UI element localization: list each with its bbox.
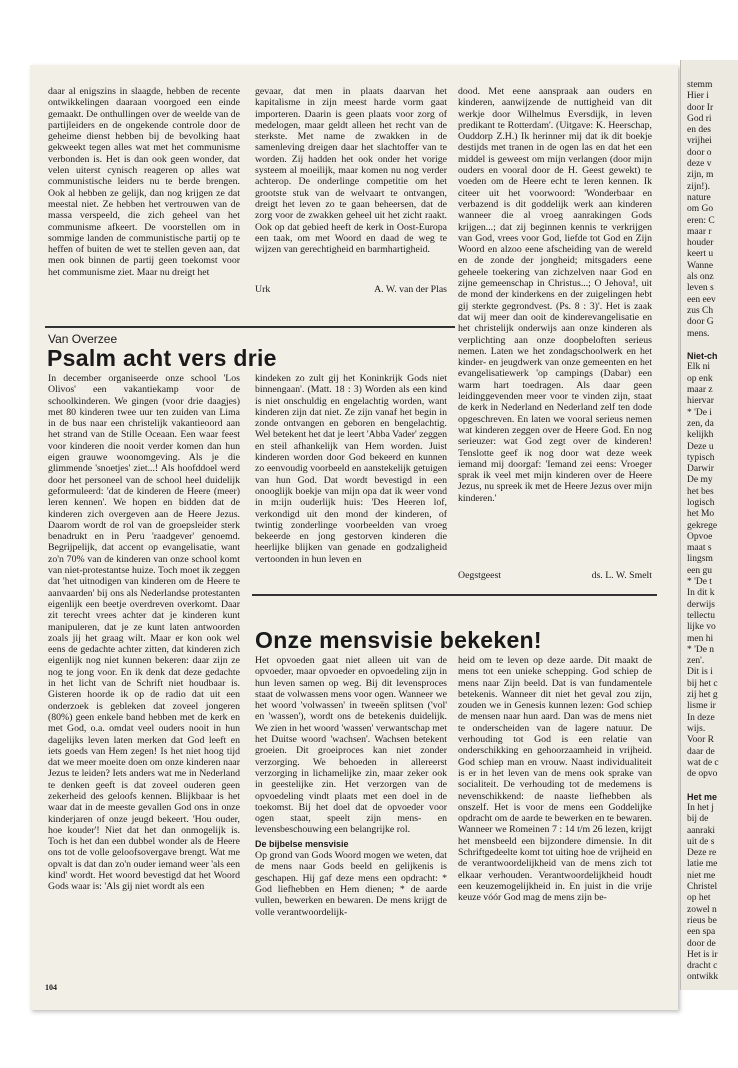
next-page-line: keert u [687, 249, 714, 260]
next-page-line: door o [687, 147, 712, 158]
top-article-signature [255, 284, 447, 295]
next-page-line: zowel n [687, 904, 717, 915]
next-page-line: zij het g [687, 690, 718, 701]
next-page-line: tellectu [687, 610, 715, 621]
next-page-line: niet me [687, 870, 716, 881]
psalm-col1 [48, 373, 240, 979]
next-page-line: ontwikk [687, 972, 719, 983]
next-page-line: als onz [687, 272, 714, 283]
next-page-line: gekrege [687, 520, 718, 531]
top-article-col2 [255, 86, 447, 256]
next-page-line: zijn, m [687, 170, 714, 181]
next-page-line: vrijhei [687, 136, 712, 147]
next-page-line: zijn!). [687, 181, 710, 192]
next-page-line: houder [687, 238, 714, 249]
next-page-line: Opvoe [687, 531, 713, 542]
article-title-mensvisie: Onze mensvisie bekeken! [255, 627, 542, 653]
next-page-line: Elk ni [687, 362, 710, 373]
mensvisie-col3 [458, 655, 652, 985]
next-page-line: lijke vo [687, 622, 716, 633]
next-page-line: om Go [687, 204, 714, 215]
mensvisie-col2a-text: Het opvoeden gaat niet alleen uit van de opvoeder, maar opvoeder en opvoedeling zijn in hun leven samen op weg. Bij dit levensproces staat de volwassen mens voor ogen. Wanneer we het woord 'volwassen' in tweeën splitsen ('vol' en 'wassen'), wordt ons de betekenis duidelijk. We zien in het woord 'wassen' verwantschap met het Duitse woord 'wachsen'. Wachsen betekent groeien. Dit groeiproces kan niet zonder verzorging. We behoeden in allereerst verzorging in lichamelijke zin, maar zeker ook in geestelijke zin. Het verzorgen van de opvoedeling vindt plaats met een doel in de toekomst. Bij het doel dat de opvoeder voor ogen staat, speelt zijn mens- en levensbeschouwing een belangrijke rol. [255, 655, 447, 836]
next-page-line: maar r [687, 226, 712, 237]
next-page-line: Deze u [687, 441, 714, 452]
next-page-line: Hier i [687, 91, 709, 102]
next-page-line: lingsm [687, 554, 713, 565]
next-page-line: door de [687, 938, 716, 949]
next-page-line: een spa [687, 927, 716, 938]
psalm-col2-text: kindeken zo zult gij het Koninkrijk Gods niet binnengaan'. (Matt. 18 : 3) Worden als een kind is niet onschuldig en engelachtig worden, want kinderen zijn dat niet. Ze zijn vanaf het begin in zonde ontvangen en geboren en bengelachtig. Wel betekent het dat je leert 'Abba Vader' zeggen en steil afhankelijk van Hem worden. Juist kinderen worden door God bekeerd en kunnen zo eenvoudig voorbeeld en aanstekelijk getuigen van hun God. Dat wordt bevestigd in een onooglijk boekje van mijn opa dat ik weer vond in m:ijn ouderlijk huis: 'Des Heeren lof, verkondigd uit den mond der kinderen, of twintig zonderlinge voorbeelden van vroeg bekeerde en jong gestorven kinderen die heerlijke blijken van genade en godzaligheid vertoonden in hun leven en [255, 373, 447, 565]
signature-name: A. W. van der Plas [374, 284, 447, 295]
next-page-line: * 'De n [687, 644, 715, 655]
signature-place: Urk [255, 284, 271, 295]
next-page-line: logisch [687, 497, 715, 508]
divider-rule [45, 326, 455, 328]
next-page-line: zen'. [687, 656, 705, 667]
next-page-line: typisch [687, 452, 715, 463]
psalm-col3-text: dood. Met eene aanspraak aan ouders en kinderen, aanwijzende de nuttigheid van dit werkje door Wilhelmus Eversdijk, in leven predikant te Rotterdam'. (Uitgave: K. Heerschap, Ouddorp Z.H.) Ik herinner mij dat ik dit boekje destijds met tranen in de ogen las en dat het een middel is geweest om mijn verlangen (door mijn ouders en vooral door de H. Geest gewekt) te voeden om de Heere echt te leren kennen. Ik citeer uit het voorwoord: 'Wonderbaar en verbazend is dit goddelijk werk aan kinderen wanneer die al vroeg aanrakingen Gods krijgen...; dat zij beginnen kennis te verkrijgen van God, vrees voor God, liefde tot God en Zijn Woord en alzoo eene afscheiding van de wereld en de zonde der jongheid; mitsgaders eene geheele toekering van zichzelven naar God en zijne gemeenschap in Christus...; O Jehova!, uit de mond der kinderkens en der zuigelingen hebt gij sterkte gegrondvest. (Ps. 8 : 3)'. Het is zaak dat wij meer dan ooit de kinderevangelisatie en het christelijk onderwijs aan onze kinderen als verplichting aan onze doopbeloften serieus nemen. Laten we het zondagschoolwerk en het kinder- en jeugdwerk van onze gemeenten en het evangelisatiewerk 'op campings (Dabar) een warm hart toedragen. Als daar geen leidinggevenden meer voor te vinden zijn, staat de kerk in Nederland en Nederland zelf ten dode opgeschreven. En laten we vooral serieus nemen wat kinderen zeggen over de Heere God. En nog serieuzer: wat God zegt over de kinderen! Tenslotte geef ik nog door wat deze week iemand mij doorgaf: 'Iemand zei eens: Vroeger sprak ik veel met mijn kinderen over de Heere Jezus, nu spreek ik met de Heere Jezus over mijn kinderen.' [458, 86, 652, 504]
mensvisie-col3-text: heid om te leven op deze aarde. Dit maakt de mens tot een unieke schepping. God schiep de mens naar Zijn beeld. Dat is van fundamentele betekenis. Wanneer dit niet het geval zou zijn, zouden we in Genesis kunnen lezen: God schiep de mensen naar hun aard. Dan was de mens niet te onderscheiden van de lagere natuur. De verhouding tot God is een relatie van onderschikking en gehoorzaamheid in vrijheid. God schiep man en vrouw. Naast individualiteit is er in het leven van de mens ook sprake van socialiteit. De verhouding tot de medemens is nevenschikkend: de naaste liefhebben als onszelf. Het is voor de mens een Goddelijke opdracht om de aarde te bewerken en te bewaren. Wanneer we Romeinen 7 : 14 t/m 26 lezen, krijgt het mensbeeld een bijzondere dimensie. In dit Schriftgedeelte komt tot uiting hoe de vrijheid en de verantwoordelijkheid van de mens zich tot elkaar verhouden. Verantwoordelijkheid houdt een keuzemogelijkheid in. En juist in die vrije keuze vóór God mag de mens zijn be- [458, 655, 652, 904]
next-page-line: Deze re [687, 848, 717, 859]
next-page-line: leven s [687, 283, 714, 294]
article-kicker: Van Overzee [48, 332, 118, 346]
top-article-col1-text: daar al enigszins in slaagde, hebben de recente ontwikkelingen daaraan voorgoed een einde gemaakt. De onthullingen over de weelde van de partijleiders en de ongekende controle door de geheime dienst hebben bij de bevolking haat gekweekt tegen alles wat met het communisme verbonden is. Het is dan ook geen wonder, dat velen uiterst cynisch reageren op alles wat communistische leiders nu te berde brengen. Ook al hebben ze gelijk, dan nog krijgen ze dat meestal niet. Ze hebben het vertrouwen van de massa verspeeld, die zich geheel van het communisme afkeert. De voorstellen om in sommige landen de communistische partij op te heffen of buiten de wet te stellen geven aan, dat men ook binnen de partij geen toekomst voor het communisme ziet. Maar nu dreigt het [48, 86, 240, 278]
next-page-line: op het [687, 893, 711, 904]
next-page-line: Niet-ch [687, 351, 718, 362]
page-number: 104 [45, 983, 57, 992]
next-page-line: Christel [687, 882, 718, 893]
next-page-line: * 'De t [687, 577, 712, 588]
next-page-line: hiervar [687, 396, 714, 407]
subheading: De bijbelse mensvisie [255, 838, 349, 849]
next-page-line: en des [687, 125, 712, 136]
next-page-line: op enk [687, 373, 713, 384]
next-page-line: rieus be [687, 915, 717, 926]
mensvisie-col2 [255, 655, 447, 985]
next-page-line: eren: C [687, 215, 715, 226]
next-page-column [687, 80, 738, 984]
next-page-line: een gu [687, 565, 713, 576]
next-page-line: deze v [687, 159, 712, 170]
next-page-line: het bes [687, 486, 714, 497]
next-page-line: door G [687, 317, 714, 328]
next-page-line: Het is ir [687, 949, 718, 960]
psalm-col3 [458, 86, 652, 562]
next-page-line: zen, da [687, 418, 714, 429]
next-page-line: bij het c [687, 678, 718, 689]
next-page-line: aanraki [687, 825, 715, 836]
next-page-line: * 'De i [687, 407, 712, 418]
next-page-line: stemm [687, 80, 713, 90]
psalm-col2 [255, 373, 447, 589]
next-page-line: Darwir [687, 464, 714, 475]
next-page-line: wat de c [687, 757, 719, 768]
next-page-line: Dit is i [687, 667, 713, 678]
next-page-line: In het j [687, 803, 714, 813]
next-page-line: mens. [687, 328, 710, 339]
psalm-signature [458, 570, 652, 581]
article-title-psalm: Psalm acht vers drie [47, 345, 277, 371]
signature-place: Oegstgeest [458, 570, 501, 581]
next-page-line: lisme ir [687, 701, 716, 712]
next-page-line: God ri [687, 113, 712, 124]
top-article-col2-text: gevaar, dat men in plaats daarvan het kapitalisme in zijn meest harde vorm gaat importeren. Daarin is geen plaats voor zorg of medelogen, maar geldt alleen het recht van de sterkste. Met name de zwakken in de samenleving dreigen daar het slachtoffer van te worden. Zij hadden het ook onder het vorige systeem al moeilijk, maar komen nu nog verder achterop. De onderlinge competitie om het grootste stuk van de welvaart te ontvangen, dreigt het leven zo te gaan beheersen, dat de zorg voor de zwakken geheel uit het zicht raakt. Ook op dat gebied heeft de kerk in Oost-Europa een taak, om met Woord en daad de weg te wijzen van gerechtigheid en barmhartigheid. [255, 86, 447, 256]
next-page-line: bij de [687, 814, 709, 825]
next-page-line: In deze [687, 712, 715, 723]
divider-rule [252, 594, 657, 596]
next-page-line: een eev [687, 294, 716, 305]
next-page-line: kelijkh [687, 430, 714, 441]
next-page-line: de opvo [687, 769, 718, 780]
next-page-line: Voor R [687, 735, 715, 746]
next-page-line: derwijs [687, 599, 715, 610]
next-page-line: Het me [687, 791, 718, 802]
next-page-line: door Ir [687, 102, 714, 113]
next-page-line: men hi [687, 633, 714, 644]
next-page-line: nature [687, 192, 711, 203]
next-page-line: In dit k [687, 588, 715, 599]
next-page-line: latie me [687, 859, 718, 870]
next-page-line: De my [687, 475, 713, 486]
next-page-line [687, 780, 738, 791]
signature-name: ds. L. W. Smelt [591, 570, 652, 581]
next-page-line: zus Ch [687, 305, 714, 316]
mensvisie-col2b-text: Op grond van Gods Woord mogen we weten, dat de mens naar Gods beeld en gelijkenis is geschapen. Hij gaf deze mens een opdracht: * God liefhebben en Hem dienen; * de aarde vullen, bewerken en bewaren. De mens krijgt de volle verantwoordelijk- [255, 850, 447, 918]
next-page-line: Wanne [687, 260, 714, 271]
top-article-col1 [48, 86, 240, 302]
next-page-line [687, 340, 738, 351]
next-page-line: dracht c [687, 961, 718, 972]
next-page-line: daar de [687, 746, 715, 757]
next-page-edge [680, 60, 738, 990]
psalm-col1-text: In december organiseerde onze school 'Los Olivos' een vakantiekamp voor de schoolkinderen. We gingen (voor drie daagjes) met 80 kinderen twee uur ten zuiden van Lima in de bus naar een christelijk vakantieoord aan het strand van de Stille Oceaan. Een waar feest voor kinderen die nooit verder komen dan hun eigen grauwe woonomgeving. Als je die glimmende 'snoetjes' ziet...! Als hoofddoel werd door het personeel van de school heel duidelijk geformuleerd: 'dat de kinderen de Heere (meer) leren kennen'. We hopen en bidden dat de kinderen zich overgeven aan de Heere Jezus. Daarom wordt de rol van de groepsleider sterk benadrukt en in Peru 'raadgever' genoemd. Begrijpelijk, dat accent op evangelisatie, want zo'n 70% van de kinderen van onze school komt van niet-protestantse huize. Toch moet ik zeggen dat 'het uitnodigen van kinderen om de Heere te aanvaarden' bij ons als Nederlandse protestanten eigenlijk een beetje overdreven overkomt. Daar zit terecht vrees achter dat je kinderen kunt manipuleren, dat je ze kunt laten antwoorden zoals jij het graag wilt. Maar er kon ook wel eens de gedachte achter zitten, dat kinderen zich eigenlijk nog niet kunnen bekeren: daar zijn ze nog te jong voor. En ik denk dat deze gedachte in het licht van de Schrift niet houdbaar is. Gisteren hoorde ik op de radio dat uit een onderzoek is gebleken dat zoveel jongeren (80%) geen enkele band hebben met de kerk en met God, o.a. omdat veel ouders nooit in hun dagelijks leven laten merken dat God leeft en iets goeds van Hem zegen! Is het niet hoog tijd dat we meer moeite doen om onze kinderen naar Jezus te leiden? Iets anders wat me in Nederland te denken geeft is dat zoveel ouderen geen zekerheid des geloofs kennen. Blijkbaar is het waar dat in de meeste gevallen God ons in onze kinderjaren of onze jeugd bekeert. 'Hou ouder, hoe kouder'! Niet dat het dan onmogelijk is. Toch is het dan een dubbel wonder als de Heere ons tot de volle geloofsovergave brengt. Wat me opvalt is dat dan zo'n ouder iemand weer 'als een kind' wordt. Het woord bevestigd dat het Woord Gods waar is: 'Als gij niet wordt als een [48, 373, 240, 893]
next-page-line: wijs. [687, 723, 706, 734]
next-page-line: uit de s [687, 836, 715, 847]
next-page-line: maar z [687, 385, 713, 396]
next-page-line: het Mo [687, 509, 715, 520]
next-page-line: maat s [687, 543, 712, 554]
